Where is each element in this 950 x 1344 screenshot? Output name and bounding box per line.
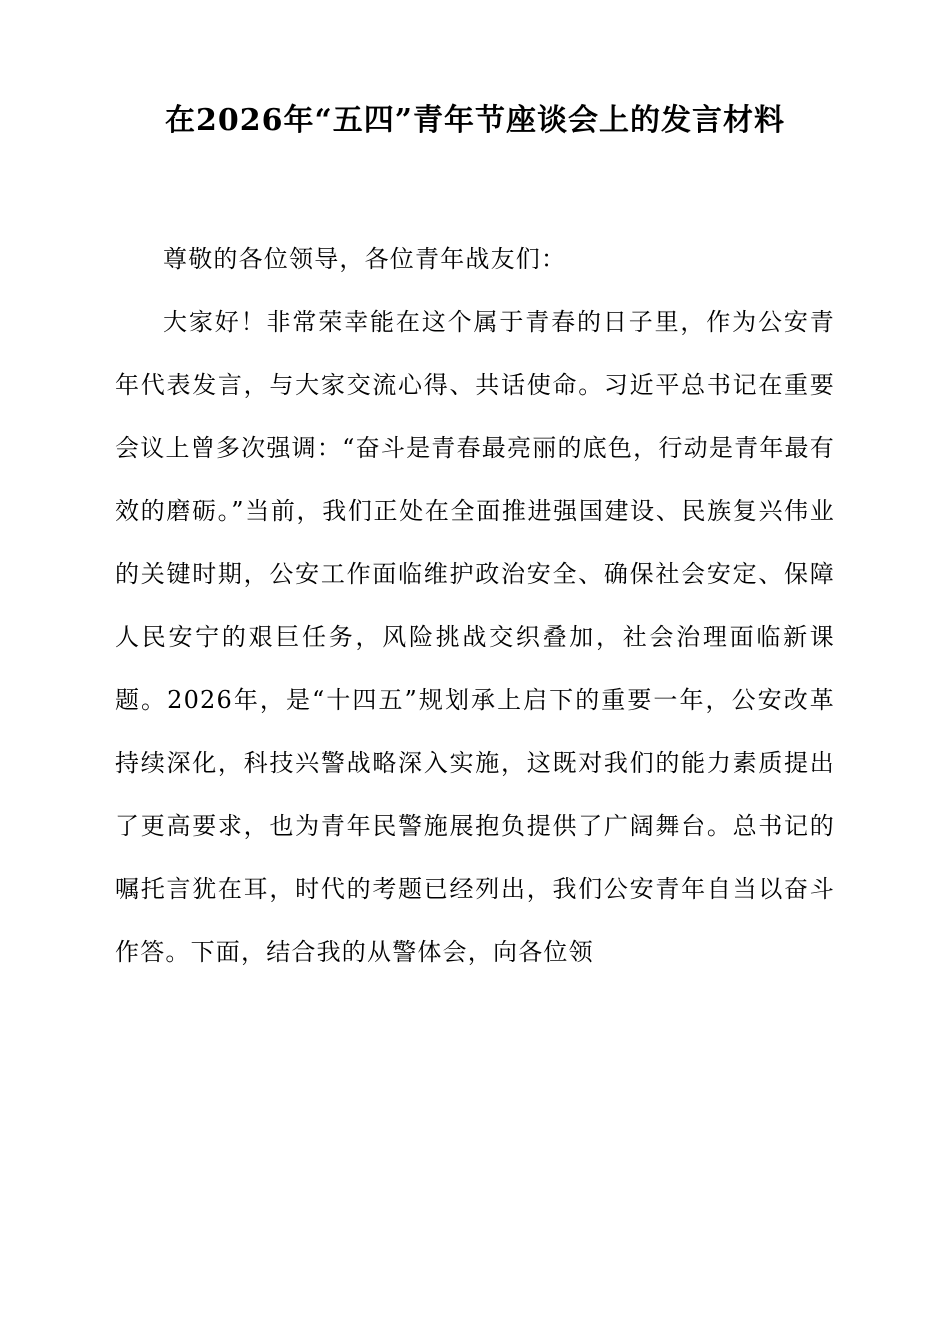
document-content <box>115 100 835 984</box>
document-body <box>115 228 835 984</box>
paragraph-main: 大家好！非常荣幸能在这个属于青春的日子里，作为公安青年代表发言，与大家交流心得、共话使命。习近平总书记在重要会议上曾多次强调：“奋斗是青春最亮丽的底色，行动是青年最有效的磨砺。”当前，我们正处在全面推进强国建设、民族复兴伟业的关键时期，公安工作面临维护政治安全、确保社会安定、保障人民安宁的艰巨任务，风险挑战交织叠加，社会治理面临新课题。2026年，是“十四五”规划承上启下的重要一年，公安改革持续深化，科技兴警战略深入实施，这既对我们的能力素质提出了更高要求，也为青年民警施展抱负提供了广阔舞台。总书记的嘱托言犹在耳，时代的考题已经列出，我们公安青年自当以奋斗作答。下面，结合我的从警体会，向各位领 <box>115 308 835 966</box>
page-title: 在2026年“五四”青年节座谈会上的发言材料 <box>164 103 785 138</box>
paragraph-salutation: 尊敬的各位领导，各位青年战友们： <box>163 245 567 273</box>
